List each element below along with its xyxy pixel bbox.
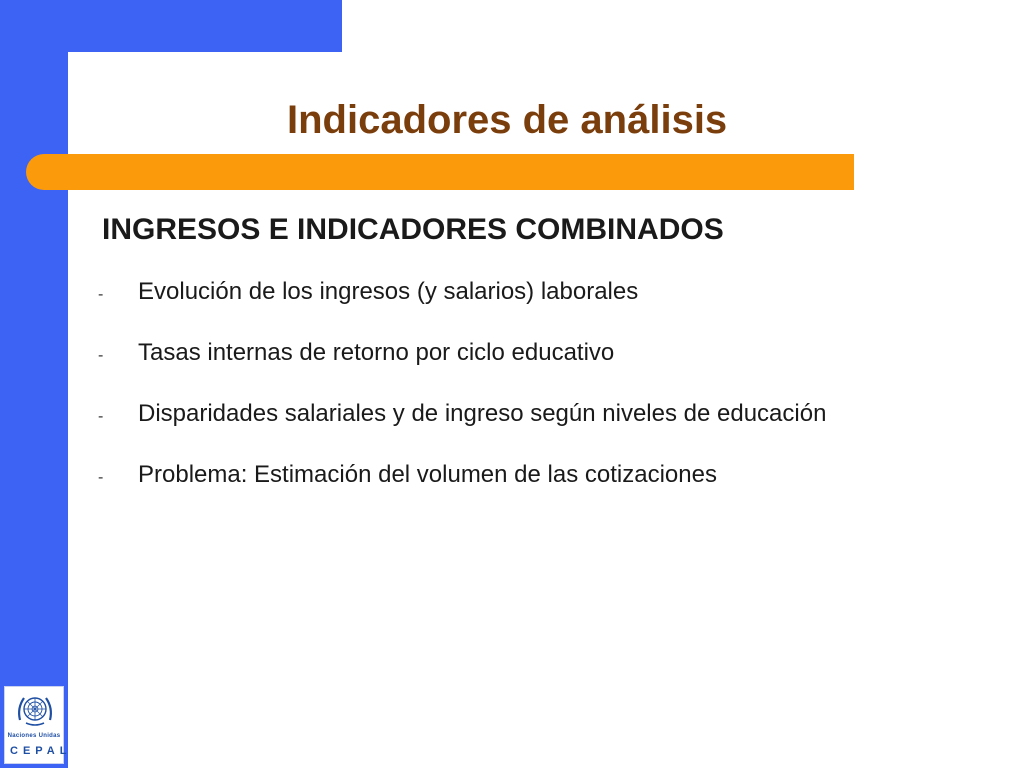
bullet-list (98, 276, 826, 520)
cepal-logo (4, 686, 72, 764)
orange-divider-bar (26, 154, 854, 190)
bullet-text: Tasas internas de retorno por ciclo educativo (138, 339, 615, 366)
un-emblem-icon (14, 690, 56, 730)
bullet-item (98, 459, 826, 520)
bullet-item (98, 398, 826, 459)
bullet-text: Disparidades salariales y de ingreso según niveles de educación (138, 400, 827, 427)
logo-acronym: CEPAL (10, 745, 72, 757)
rounded-corner (68, 52, 148, 132)
bullet-text: Evolución de los ingresos (y salarios) laborales (138, 278, 639, 305)
left-blue-band (0, 0, 72, 768)
bullet-marker: - (98, 286, 104, 303)
bullet-marker: - (98, 347, 104, 364)
logo-name: Naciones Unidas (7, 733, 61, 739)
slide-subtitle: INGRESOS E INDICADORES COMBINADOS (102, 213, 724, 246)
top-blue-band (0, 0, 342, 52)
bullet-marker: - (98, 469, 104, 486)
bullet-marker: - (98, 408, 104, 425)
bullet-text: Problema: Estimación del volumen de las cotizaciones (138, 461, 717, 488)
bullet-item (98, 337, 826, 398)
slide-title: Indicadores de análisis (287, 98, 728, 142)
bullet-item (98, 276, 826, 337)
